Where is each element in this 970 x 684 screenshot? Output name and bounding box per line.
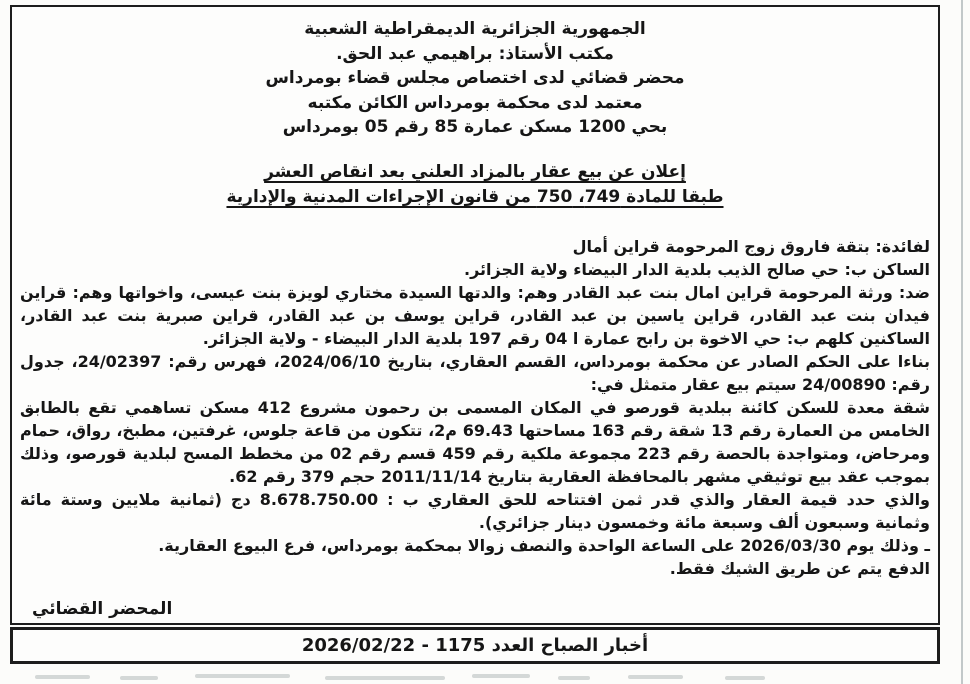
- letterhead-line-address: بحي 1200 مسكن عمارة 85 رقم 05 بومرداس: [282, 117, 668, 137]
- scan-edge-line: [961, 0, 963, 684]
- paragraph-beneficiary-address: الساكن ب: حي صالح الذيب بلدية الدار البيضاء ولاية الجزائر.: [464, 260, 930, 279]
- scan-noise-dash: [325, 676, 445, 680]
- bailiff-signature-label: المحضر القضائي: [32, 599, 173, 619]
- letterhead: [12, 17, 938, 140]
- letterhead-line-republic: الجمهورية الجزائرية الديمقراطية الشعبية: [304, 19, 646, 39]
- letterhead-line-bailiff: محضر قضائي لدى اختصاص مجلس قضاء بومرداس: [265, 68, 685, 88]
- scan-noise-dash: [725, 676, 765, 680]
- paragraph-payment-method: الدفع يتم عن طريق الشيك فقط.: [669, 559, 930, 578]
- announcement-title: [12, 160, 938, 210]
- scan-noise-dash: [195, 674, 290, 678]
- scan-noise-dash: [120, 676, 158, 680]
- newspaper-issue-and-date: أخبار الصباح العدد 1175 - 2026/02/22: [301, 635, 649, 656]
- scan-noise-dash: [35, 675, 90, 679]
- document-frame: [10, 5, 940, 625]
- letterhead-line-office: مكتب الأستاذ: براهيمي عبد الحق.: [336, 43, 614, 64]
- announcement-body: [20, 235, 930, 580]
- title-line-2: طبقا للمادة 749، 750 من قانون الإجراءات المدنية والإدارية: [226, 187, 724, 207]
- paragraph-judgment: بناءا على الحكم الصادر عن محكمة بومرداس، القسم العقاري، بتاريخ 2024/06/10، فهرس رقم: 24/02397، جدول رقم: 24/00890 سيتم بيع عقار متمثل في:: [20, 352, 931, 394]
- paragraph-property-description: شقة معدة للسكن كائنة ببلدية قورصو في المكان المسمى بن رحمون مشروع 412 مسكن تساهمي تقع بالطابق الخامس من العمارة رقم 13 شقة رقم 163 مساحتها 69.43 م2، تتكون من قاعة جلوس، غرفتين، مطبخ، رواق، حمام ومرحاض، ومتواجدة بالحصة رقم 223 مجموعة ملكية رقم 459 قسم رقم 02 من مخطط المسح لبلدية قورصو، وذلك بموجب عقد بيع توثيقي مشهر بالمحافظة العقارية بتاريخ 2011/11/14 حجم 379 رقم 62.: [20, 398, 931, 486]
- paragraph-auction-date: ـ وذلك يوم 2026/03/30 على الساعة الواحدة والنصف زوالا بمحكمة بومرداس، فرع البيوع العقارية.: [158, 536, 930, 555]
- scan-noise-dash: [472, 674, 530, 678]
- title-line-1: إعلان عن بيع عقار بالمزاد العلني بعد انقاص العشر: [264, 162, 686, 182]
- paragraph-opening-price: والذي حدد قيمة العقار والذي قدر ثمن افتتاحه للحق العقاري ب : 8.678.750.00 دج (ثمانية ملايين وستة مائة وثمانية وسبعون ألف وسبعة مائة وخمسون دينار جزائري).: [20, 490, 930, 532]
- scan-noise-dash: [628, 675, 683, 679]
- paragraph-defendants: ضد: ورثة المرحومة قراين امال بنت عبد القادر وهم: والدتها السيدة مختاري لويزة بنت عيسى، واخواتها وهم: قراين فيدان بنت عبد القادر، قراين ياسين بن عبد القادر، قراين يوسف بن عبد القادر، قراين صبرية بنت عبد القادر، الساكنين كلهم ب: حي الاخوة بن رابح عمارة ا 04 رقم 197 بلدية الدار البيضاء - ولاية الجزائر.: [20, 283, 930, 348]
- paragraph-beneficiary: لفائدة: بتقة فاروق زوج المرحومة قراين أمال: [572, 237, 930, 256]
- letterhead-line-court: معتمد لدى محكمة بومرداس الكائن مكتبه: [307, 92, 643, 113]
- scan-noise-dash: [558, 676, 590, 680]
- newspaper-footer-box: [10, 627, 940, 664]
